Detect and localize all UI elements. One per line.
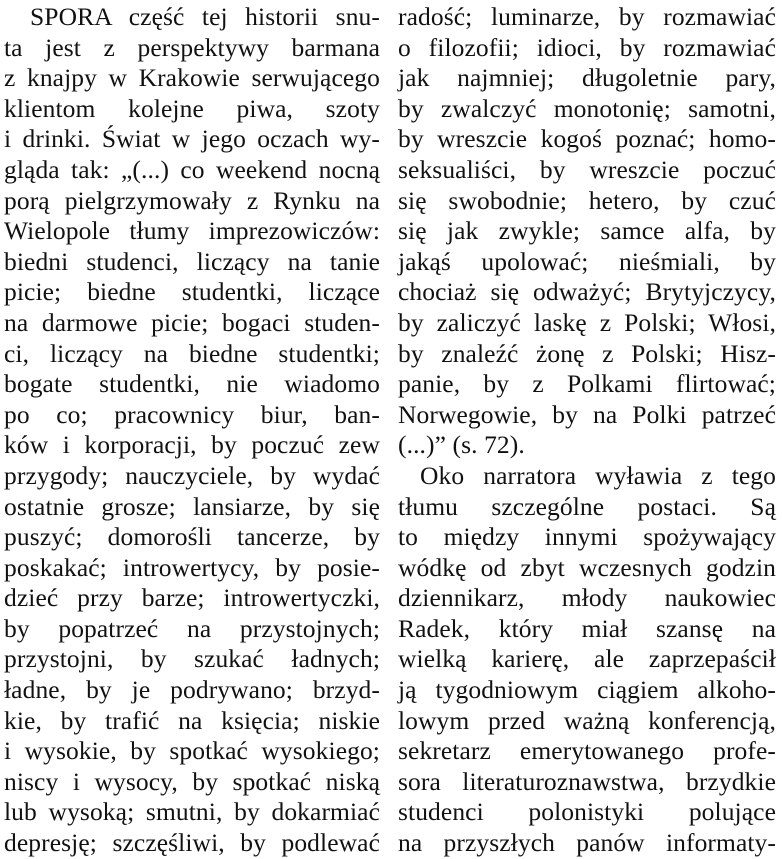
text-line: by znaleźć żonę z Polski; Hisz- — [398, 338, 776, 368]
text-line: wódkę od zbyt wczesnych godzin — [398, 552, 776, 582]
text-line: sekretarz emerytowanego profe- — [398, 736, 776, 766]
text-line: porą pielgrzymowały z Rynku na — [4, 185, 380, 215]
text-line: niscy i wysocy, by spotkać niską — [4, 766, 380, 796]
text-line: ostatnie grosze; lansiarze, by się — [4, 491, 380, 521]
text-line: picie; biedne studentki, liczące — [4, 277, 380, 307]
text-line: lub wysoką; smutni, by dokarmiać — [4, 797, 380, 827]
text-line: seksualiści, by wreszcie poczuć — [398, 154, 776, 184]
text-line: sora literaturoznawstwa, brzydkie — [398, 766, 776, 796]
text-line: Radek, który miał szansę na — [398, 613, 776, 643]
text-line: tłumu szczególne postaci. Są — [398, 491, 776, 521]
text-line: się swobodnie; hetero, by czuć — [398, 185, 776, 215]
text-line: kie, by trafić na księcia; niskie — [4, 705, 380, 735]
text-line: ków i korporacji, by poczuć zew — [4, 430, 380, 460]
text-line: by zwalczyć monotonię; samotni, — [398, 93, 776, 123]
text-line: ją tygodniowym ciągiem alkoho- — [398, 675, 776, 705]
text-line: radość; luminarze, by rozmawiać — [398, 2, 776, 31]
text-line: o filozofii; idioci, by rozmawiać — [398, 32, 776, 62]
text-line: lowym przed ważną konferencją, — [398, 705, 776, 735]
text-line: by popatrzeć na przystojnych; — [4, 613, 380, 643]
text-line: przystojni, by szukać ładnych; — [4, 644, 380, 674]
text-line: to między innymi spożywający — [398, 522, 776, 552]
text-line: przygody; nauczyciele, by wydać — [4, 460, 380, 490]
text-line: Norwegowie, by na Polki patrzeć — [398, 399, 776, 429]
text-line: poskakać; introwertycy, by posie- — [4, 552, 380, 582]
text-line: wielką karierę, ale zaprzepaścił — [398, 644, 776, 674]
text-line: na przyszłych panów informaty- — [398, 828, 776, 858]
text-line: ci, liczący na biedne studentki; — [4, 338, 380, 368]
text-line: dziennikarz, młody naukowiec — [398, 583, 776, 613]
text-line: Oko narratora wyławia z tego — [420, 460, 776, 490]
text-line: jakąś upolować; nieśmiali, by — [398, 246, 776, 276]
text-line: panie, by z Polkami flirtować; — [398, 369, 776, 399]
article-column-left — [4, 2, 380, 858]
text-line: Wielopole tłumy imprezowiczów: — [4, 216, 380, 246]
text-line: chociaż się odważyć; Brytyjczycy, — [398, 277, 776, 307]
text-line: puszyć; domorośli tancerze, by — [4, 522, 380, 552]
text-line: ładne, by je podrywano; brzyd- — [4, 675, 380, 705]
text-line: i drinki. Świat w jego oczach wy- — [4, 124, 380, 154]
text-line: po co; pracownicy biur, ban- — [4, 399, 380, 429]
text-line: depresję; szczęśliwi, by podlewać — [4, 828, 380, 858]
text-line: SPORA część tej historii snu- — [30, 2, 380, 31]
text-line: się jak zwykle; samce alfa, by — [398, 216, 776, 246]
text-line: dzieć przy barze; introwertyczki, — [4, 583, 380, 613]
text-line: by zaliczyć laskę z Polski; Włosi, — [398, 307, 776, 337]
text-line: biedni studenci, liczący na tanie — [4, 246, 380, 276]
text-line: z knajpy w Krakowie serwującego — [4, 63, 380, 93]
article-column-right — [398, 2, 776, 858]
text-line: klientom kolejne piwa, szoty — [4, 93, 380, 123]
text-line: jak najmniej; długoletnie pary, — [398, 63, 776, 93]
text-line: (...)” (s. 72). — [398, 430, 525, 460]
text-line: gląda tak: „(...) co weekend nocną — [4, 154, 380, 184]
text-line: ta jest z perspektywy barmana — [4, 32, 380, 62]
text-line: studenci polonistyki polujące — [398, 797, 776, 827]
text-line: na darmowe picie; bogaci studen- — [4, 307, 380, 337]
text-line: bogate studentki, nie wiadomo — [4, 369, 380, 399]
text-line: i wysokie, by spotkać wysokiego; — [4, 736, 380, 766]
text-line: by wreszcie kogoś poznać; homo- — [398, 124, 776, 154]
